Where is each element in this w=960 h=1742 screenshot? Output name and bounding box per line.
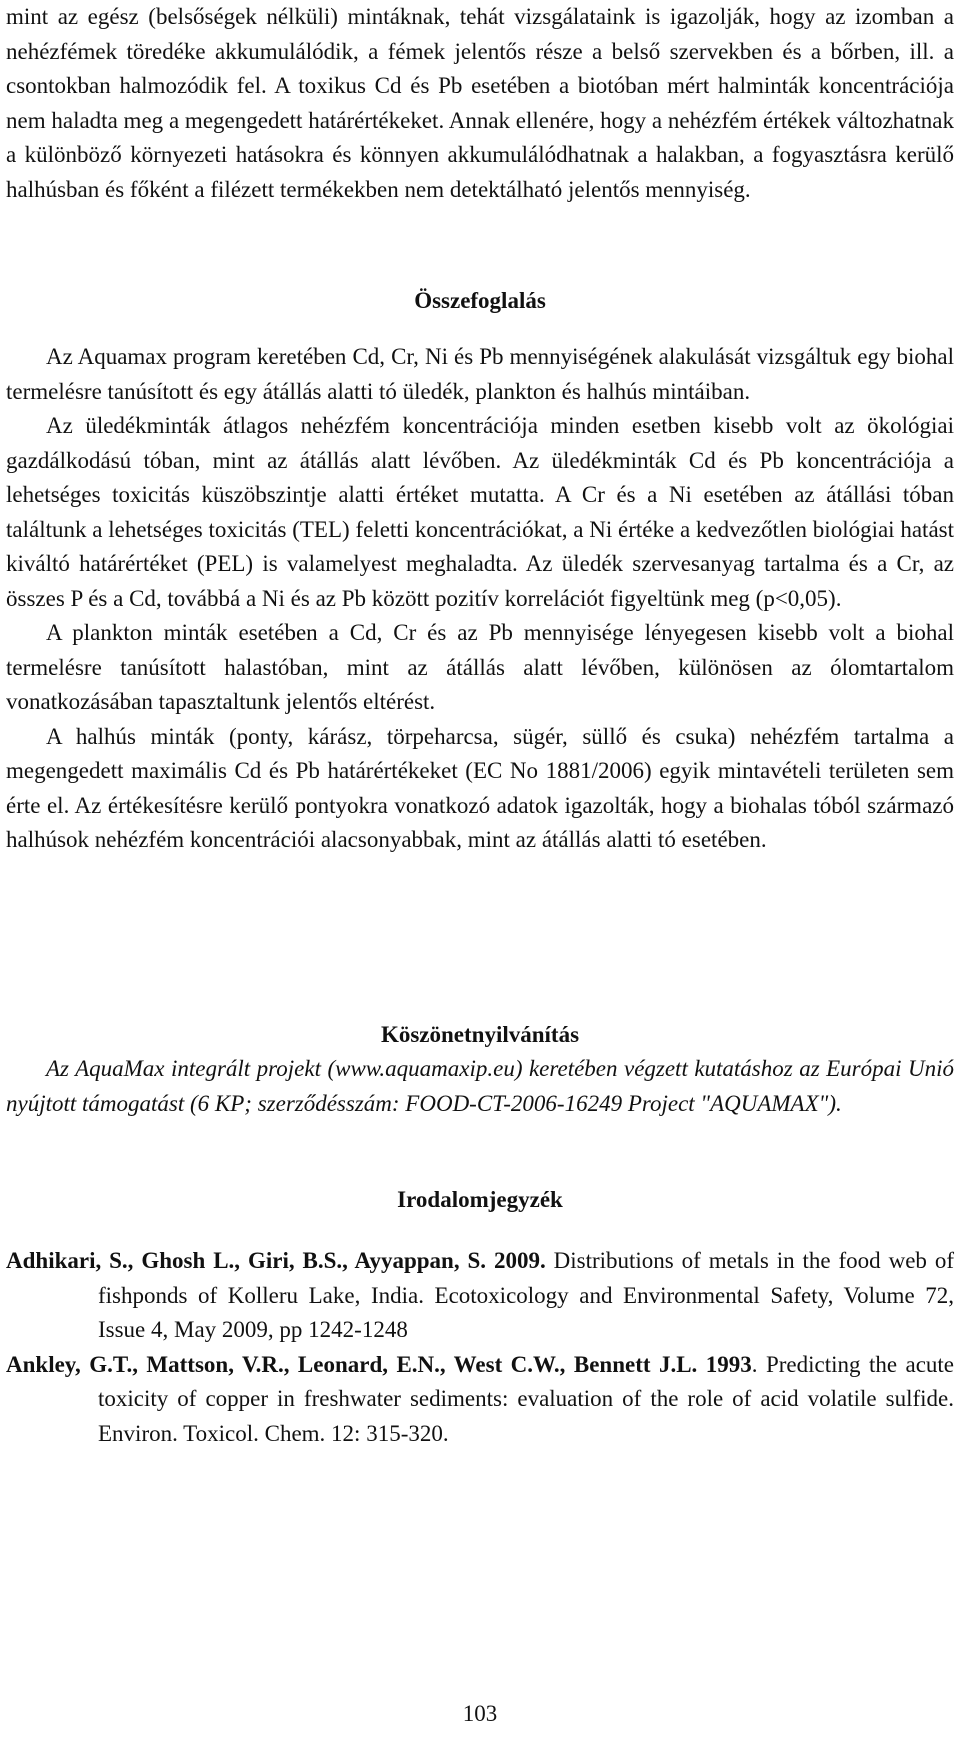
references-heading: Irodalomjegyzék xyxy=(397,1187,563,1212)
summary-heading: Összefoglalás xyxy=(414,288,546,313)
summary-section xyxy=(6,340,954,858)
reference-text: . Predicting the acute toxicity of copper in freshwater sediments: evaluation of the role of acid volatile sulfide. Environ. Toxicol. Chem. 12: 315-320. xyxy=(98,1351,954,1446)
reference-authors: Adhikari, S., Ghosh L., Giri, B.S., Ayyappan, S. 2009. xyxy=(6,1248,546,1273)
summary-paragraph-3: A plankton minták esetében a Cd, Cr és az Pb mennyisége lényegesen kisebb volt a biohal termelésre tanúsított halastóban, mint az átállás alatt lévőben, különösen az ólomtartalom vonatkozásában tapasztaltunk jelentős eltérést. xyxy=(6,620,954,714)
acknowledgement-heading: Köszönetnyilvánítás xyxy=(380,1022,580,1047)
acknowledgement-text: Az AquaMax integrált projekt (www.aquamaxip.eu) keretében végzett kutatáshoz az Európai Unió nyújtott támogatást (6 KP; szerződésszám: FOOD-CT-2006-16249 Project "AQUAMAX"). xyxy=(6,1056,954,1116)
reference-item xyxy=(6,1244,954,1348)
reference-item xyxy=(6,1348,954,1452)
summary-paragraph-1: Az Aquamax program keretében Cd, Cr, Ni és Pb mennyiségének alakulását vizsgáltuk egy biohal termelésre tanúsított és egy átállás alatti tó üledék, plankton és halhús mintáiban. xyxy=(6,344,954,404)
reference-authors: Ankley, G.T., Mattson, V.R., Leonard, E.N., West C.W., Bennett J.L. 1993 xyxy=(6,1351,752,1377)
reference-list xyxy=(6,1244,954,1451)
reference-text: Distributions of metals in the food web of fishponds of Kolleru Lake, India. Ecotoxicology and Environmental Safety, Volume 72, Issue 4, May 2009, pp 1242-1248 xyxy=(98,1248,954,1342)
page-number: 103 xyxy=(462,1701,498,1726)
summary-paragraph-4: A halhús minták (ponty, kárász, törpeharcsa, sügér, süllő és csuka) nehézfém tartalma a megengedett maximális Cd és Pb határértékeket (EC No 1881/2006) egyik mintavételi területen sem érte el. Az értékesítésre kerülő pontyokra vonatkozó adatok igazolták, hogy a biohalas tóból származó halhúsok nehézfém koncentrációi alacsonyabbak, mint az átállás alatti tó esetében. xyxy=(6,723,954,852)
intro-paragraph: mint az egész (belsőségek nélküli) mintáknak, tehát vizsgálataink is igazolják, hogy az izomban a nehézfémek töredéke akkumulálódik, a fémek jelentős része a belső szervekben és a bőrben, ill. a csontokban halmozódik fel. A toxikus Cd és Pb esetében a biotóban mért halminták koncentrációja nem haladta meg a megengedett határértékeket. Annak ellenére, hogy a nehézfém értékek változhatnak a különböző környezeti hatásokra és könnyen akkumulálódhatnak a halakban, a fogyasztásra kerülő halhúsban és főként a filézett termékekben nem detektálható jelentős mennyiség. xyxy=(6,4,954,202)
summary-paragraph-2: Az üledékminták átlagos nehézfém koncentrációja minden esetben kisebb volt az ökológiai gazdálkodású tóban, mint az átállás alatt lévőben. Az üledékminták Cd és Pb koncentrációja a lehetséges toxicitás küszöbszintje alatti értéket mutatta. A Cr és a Ni esetében az átállási tóban találtunk a lehetséges toxicitás (TEL) feletti koncentrációkat, a Ni értéke a kedvezőtlen biológiai hatást kiváltó határértéket (PEL) is valamelyest meghaladta. Az üledék szervesanyag tartalma és a Cr, az összes P és a Cd, továbbá a Ni és az Pb között pozitív korrelációt figyeltünk meg (p<0,05). xyxy=(6,413,954,611)
